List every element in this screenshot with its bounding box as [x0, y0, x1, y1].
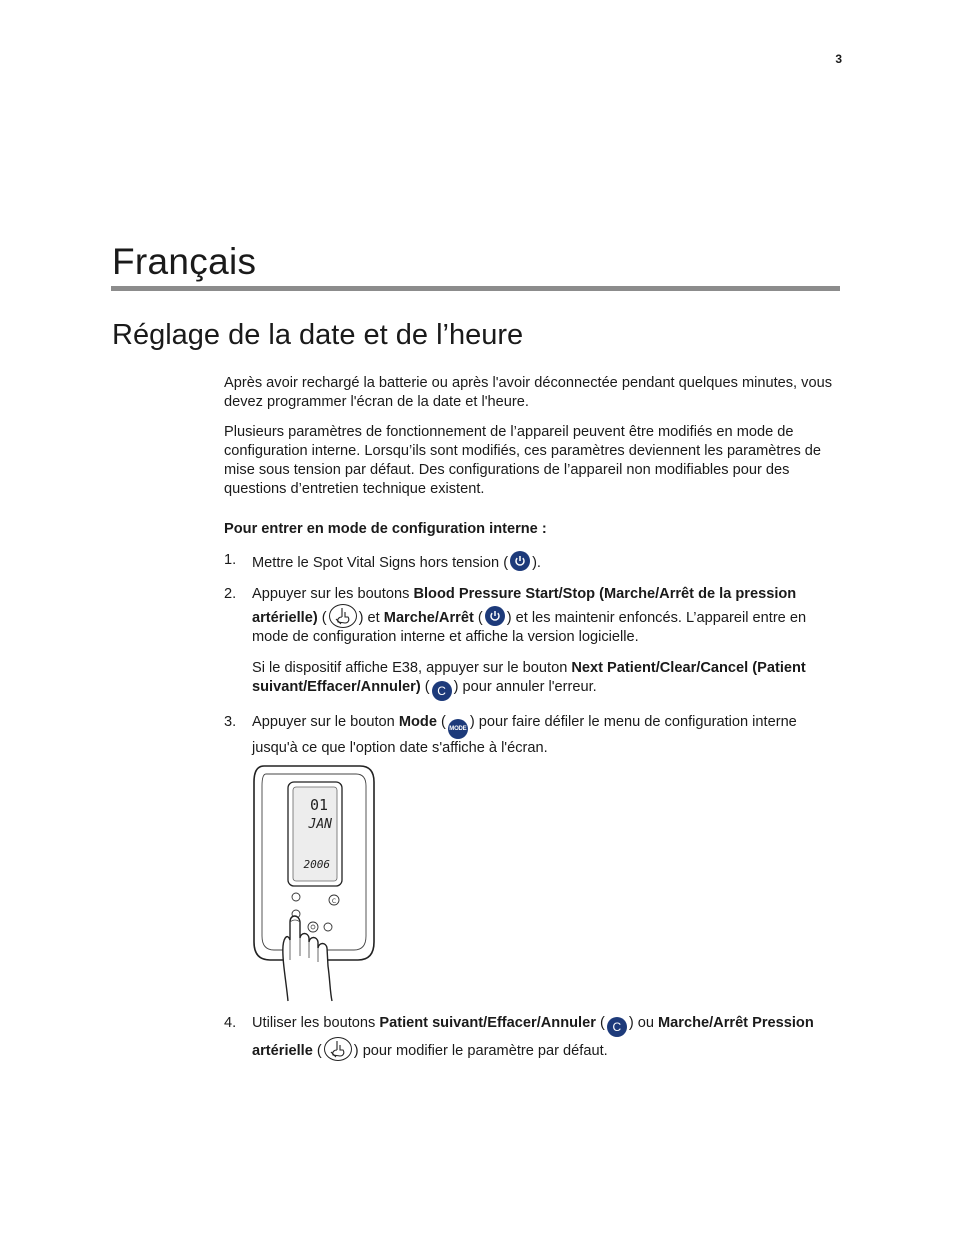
title-rule	[111, 286, 840, 291]
clear-icon: C	[432, 681, 452, 701]
step-number: 4.	[224, 1015, 237, 1031]
step-2: 2. Appuyer sur les boutons Blood Pressure Start/Stop (Marche/Arrêt de la pression artérielle) ( ) et Marche/Arrêt ( ) et les maintenir enfoncés. L’appareil entre en mode de configuration interne et affiche la version logicielle. Si le dispositif affiche E38, appuyer sur le bouton Next Patient/Clear/Cancel (Patient suivant/Effacer/Annuler) ( C ) pour annuler l'erreur.	[224, 585, 840, 701]
step-3: 3. Appuyer sur le bouton Mode ( MODE ) pour faire défiler le menu de configuration interne jusqu'à ce que l'option date s'affiche à l'écran.	[224, 714, 797, 756]
step-number: 2.	[224, 586, 237, 602]
intro-paragraph: Après avoir rechargé la batterie ou après l'avoir déconnectée pendant quelques minutes, vous devez programmer l'écran de la date et l'heure.	[224, 375, 832, 410]
steps-list	[224, 551, 840, 758]
content-body	[224, 374, 840, 770]
steps-list-continued	[224, 1014, 840, 1061]
step-4: 4. Utiliser les boutons Patient suivant/Effacer/Annuler ( C ) ou Marche/Arrêt Pression artérielle ( ) pour modifier le paramètre par défaut.	[224, 1015, 814, 1059]
display-year: 2006	[303, 858, 330, 871]
clear-icon: C	[607, 1017, 627, 1037]
blood-pressure-icon	[324, 1037, 352, 1061]
display-month: JAN	[308, 817, 332, 832]
power-icon	[510, 551, 530, 571]
svg-text:C: C	[331, 898, 337, 905]
page-title: Français	[112, 241, 257, 282]
mode-icon: MODE	[448, 719, 468, 739]
power-icon	[485, 606, 505, 626]
step-number: 3.	[224, 714, 237, 730]
step-number: 1.	[224, 552, 237, 568]
config-paragraph: Plusieurs paramètres de fonctionnement de l’appareil peuvent être modifiés en mode de configuration interne. Lorsqu’ils sont modifiés, ces paramètres deviennent les paramètres de mise sous tension par défaut. Des configurations de l’appareil non modifiables pour des questions d’entretien technique existent.	[224, 424, 822, 497]
section-title: Réglage de la date et de l’heure	[112, 319, 524, 351]
step-1: 1. Mettre le Spot Vital Signs hors tension ( ).	[224, 552, 541, 571]
display-day: 01	[309, 796, 328, 814]
content-body-continued	[224, 1014, 840, 1073]
blood-pressure-icon	[329, 604, 357, 628]
device-illustration	[250, 760, 380, 1005]
step-2-note: Si le dispositif affiche E38, appuyer sur le bouton Next Patient/Clear/Cancel (Patient suivant/Effacer/Annuler) ( C ) pour annuler l'erreur.	[252, 659, 840, 701]
page-number: 3	[835, 52, 842, 66]
procedure-heading: Pour entrer en mode de configuration interne :	[224, 521, 547, 537]
